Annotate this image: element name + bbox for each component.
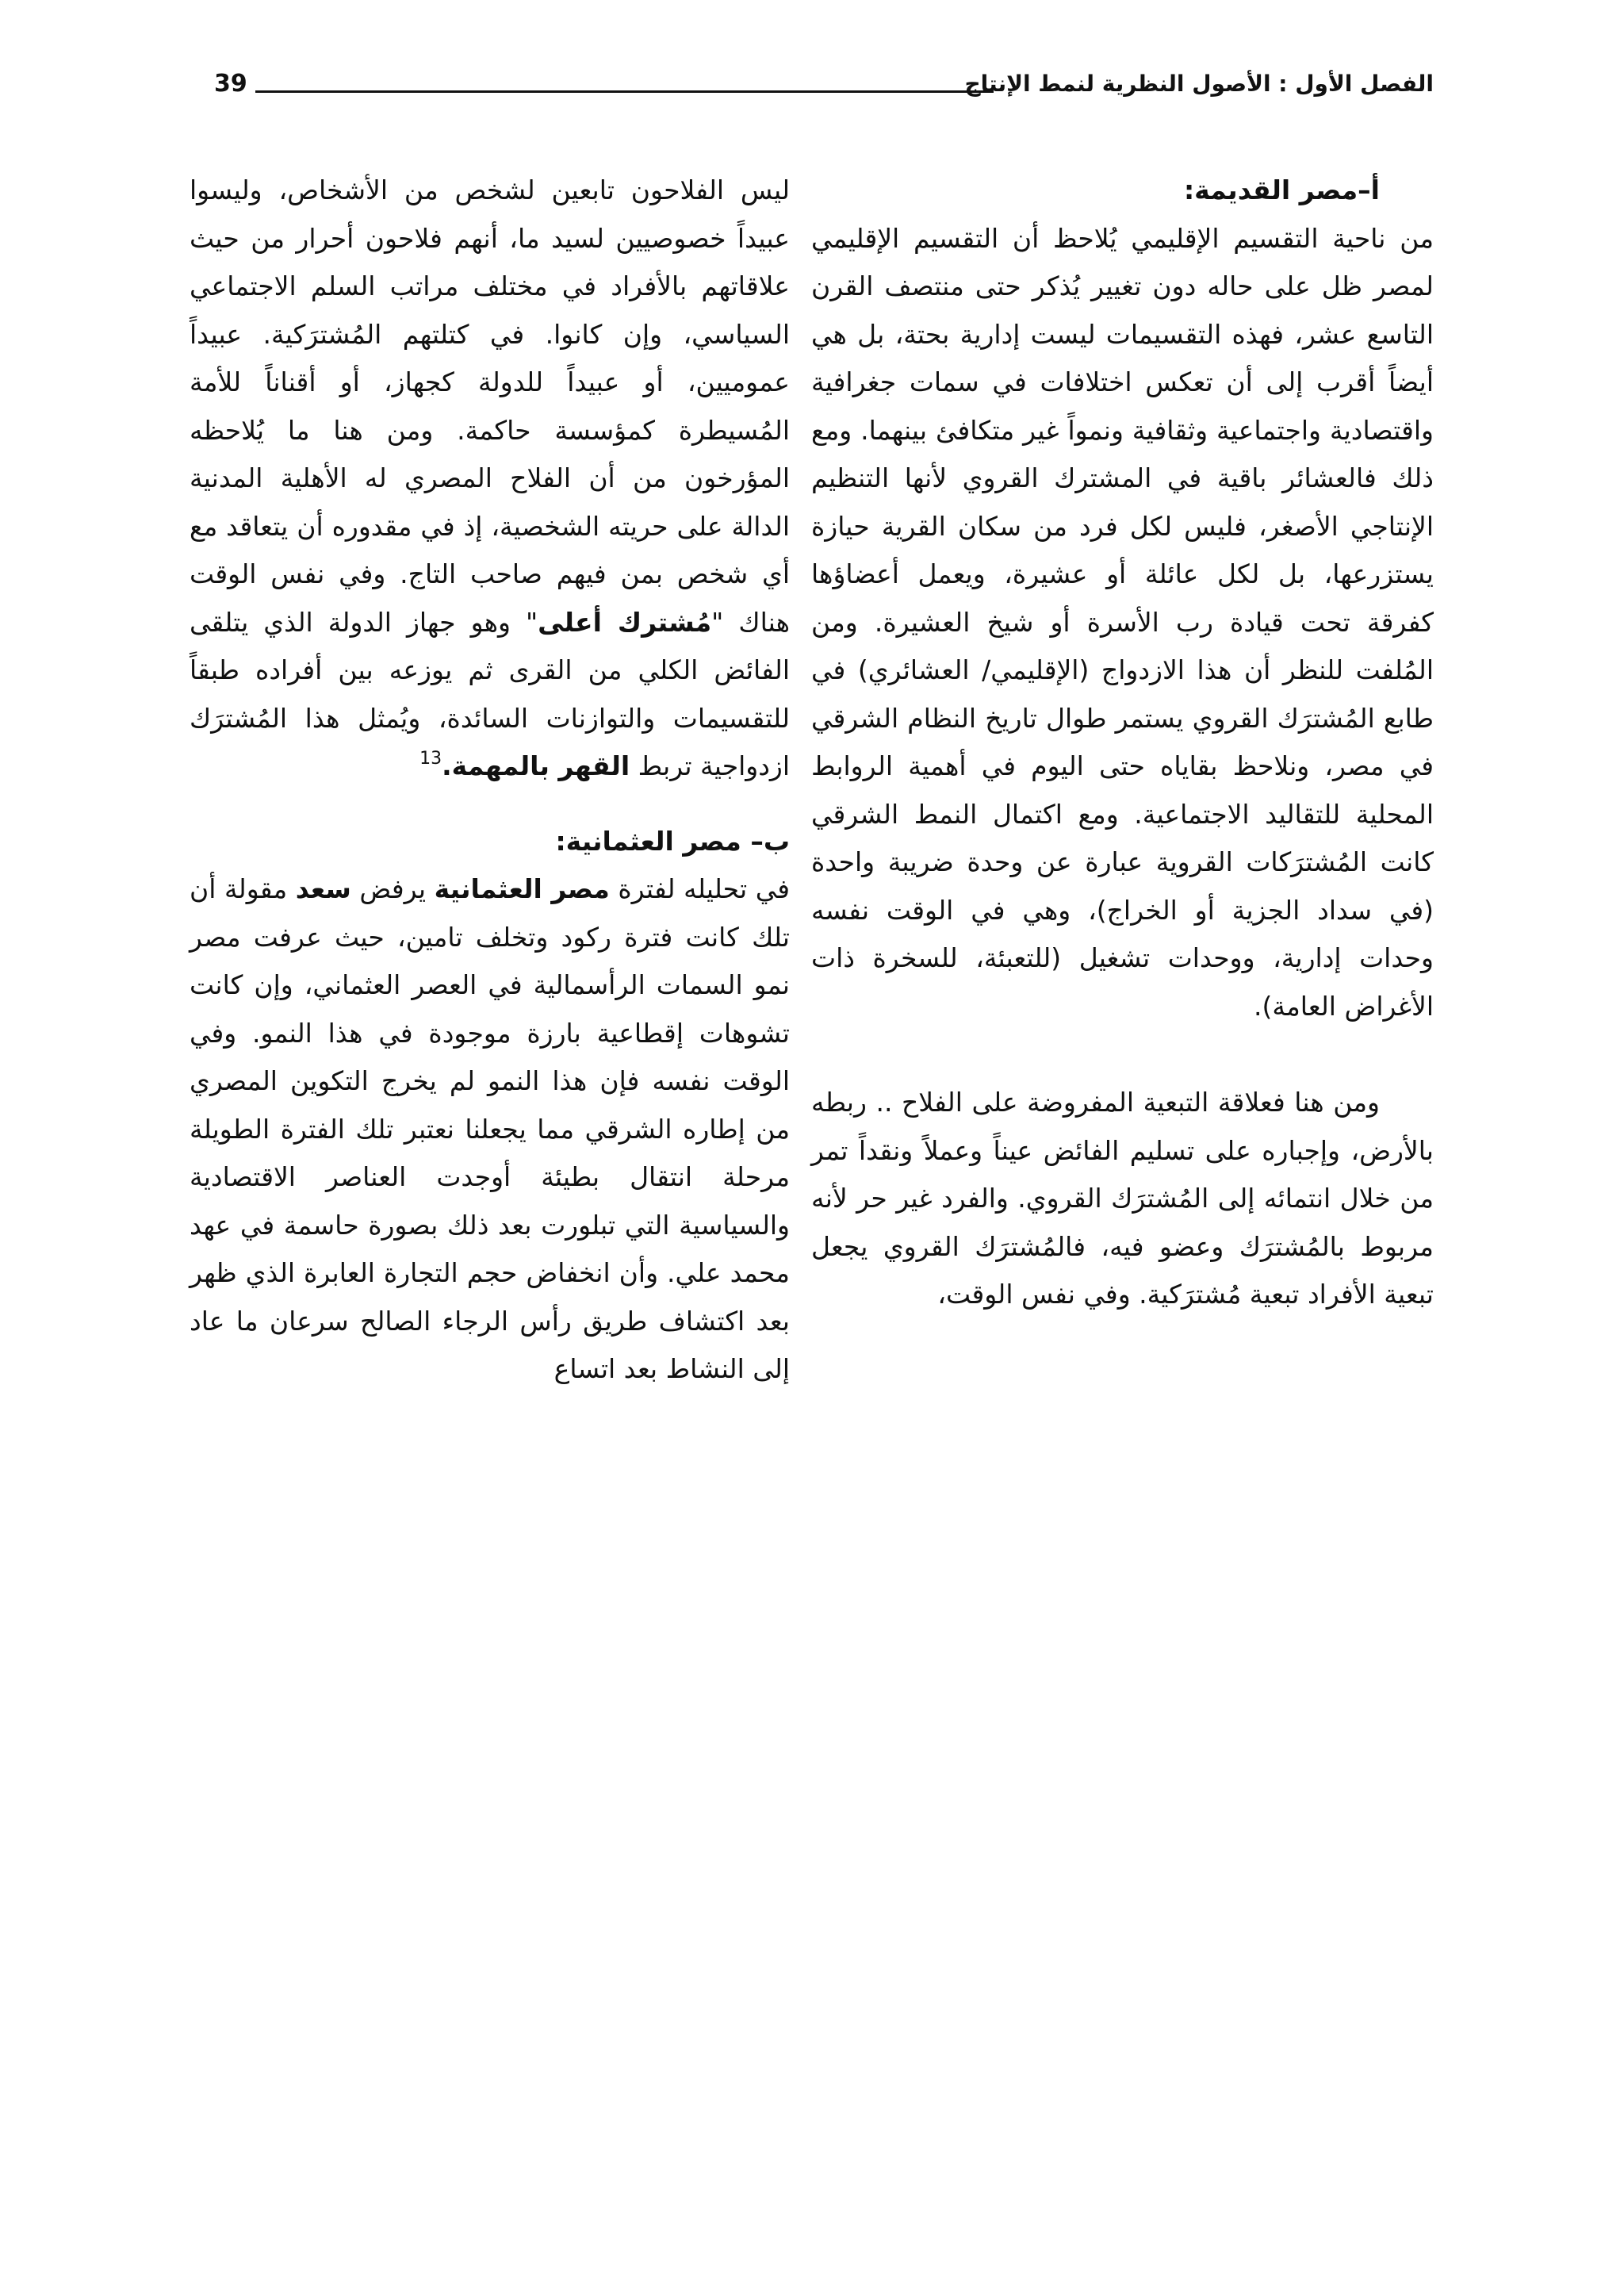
bold-term: سعد bbox=[295, 873, 351, 904]
paragraph bbox=[190, 865, 790, 1394]
bold-term: مصر العثمانية bbox=[434, 873, 610, 904]
text-run: يرفض bbox=[350, 873, 435, 904]
text-run: مقولة أن تلك كانت فترة ركود وتخلف تامين، حيث عرفت مصر نمو السمات الرأسمالية في العصر العثماني، وإن كانت تشوهات إقطاعية بارزة موجودة في هذا النمو. وفي الوقت نفسه فإن هذا النمو لم يخرج التكوين المصري من إطاره الشرقي مما يجعلنا نعتبر تلك الفترة الطويلة مرحلة انتقال بطيئة أوجدت العناصر الاقتصادية والسياسية التي تبلورت بعد ذلك بصورة حاسمة في عهد محمد علي. وأن انخفاض حجم التجارة العابرة الذي ظهر بعد اكتشاف طريق رأس الرجاء الصالح سرعان ما عاد إلى النشاط بعد اتساع bbox=[190, 873, 790, 1384]
right-column bbox=[811, 167, 1434, 1319]
text-run: في تحليله لفترة bbox=[609, 873, 790, 904]
header-rule bbox=[255, 90, 994, 93]
text-run: " وهو جهاز الدولة الذي يتلقى الفائض الكلي من القرى ثم يوزعه بين أفراده طبقاً للتقسيمات والتوازنات السائدة، ويُمثل هذا المُشترَك ازدواجية تربط bbox=[190, 606, 790, 781]
page-header bbox=[214, 65, 1434, 103]
bold-term: مُشترك أعلى bbox=[538, 606, 712, 638]
paragraph bbox=[190, 167, 790, 791]
footnote-reference: 13 bbox=[419, 749, 442, 769]
paragraph-gap bbox=[811, 1030, 1434, 1079]
section-heading-ancient-egypt: أ–مصر القديمة: bbox=[1183, 175, 1380, 205]
paragraph: ومن هنا فعلاقة التبعية المفروضة على الفلاح .. ربطه بالأرض، وإجباره على تسليم الفائض عيناً وعملاً ونقداً تمر من خلال انتمائه إلى المُشترَك القروي. والفرد غير حر لأنه مربوط بالمُشترَك وعضو فيه، فالمُشترَك القروي يجعل تبعية الأفراد تبعية مُشترَكية. وفي نفس الوقت، bbox=[811, 1087, 1434, 1310]
text-run: ليس الفلاحون تابعين لشخص من الأشخاص، وليسوا عبيداً خصوصيين لسيد ما، أنهم فلاحون أحرار من حيث علاقاتهم بالأفراد في مختلف مراتب السلم الاجتماعي السياسي، وإن كانوا. في كتلتهم المُشترَكية. عبيداً عموميين، أو عبيداً للدولة كجهاز، أو أقناناً للأمة المُسيطرة كمؤسسة حاكمة. ومن هنا ما يُلاحظه المؤرخون من أن الفلاح المصري له الأهلية المدنية الدالة على حريته الشخصية، إذ في مقدوره أن يتعاقد مع أي شخص بمن فيهم صاحب التاج. وفي نفس الوقت هناك " bbox=[190, 175, 790, 638]
bold-term: القهر بالمهمة. bbox=[442, 750, 630, 781]
section-heading-ottoman-egypt: ب– مصر العثمانية: bbox=[555, 825, 790, 857]
left-column bbox=[190, 167, 790, 1394]
page-number: 39 bbox=[214, 70, 247, 98]
paragraph-gap bbox=[190, 791, 790, 818]
paragraph: من ناحية التقسيم الإقليمي يُلاحظ أن التقسيم الإقليمي لمصر ظل على حاله دون تغيير يُذكر حتى منتصف القرن التاسع عشر، فهذه التقسيمات ليست إدارية بحتة، بل هي أيضاً أقرب إلى أن تعكس اختلافات في سمات جغرافية واقتصادية واجتماعية وثقافية ونمواً غير متكافئ بينهما. ومع ذلك فالعشائر باقية في المشترك القروي لأنها التنظيم الإنتاجي الأصغر، فليس لكل فرد من سكان القرية حيازة يستزرعها، بل لكل عائلة أو عشيرة، ويعمل أعضاؤها كفرقة تحت قيادة رب الأسرة أو شيخ العشيرة. ومن المُلفت للنظر أن هذا الازدواج (الإقليمي/ العشائري) في طابع المُشترَك القروي يستمر طوال تاريخ النظام الشرقي في مصر، ونلاحظ بقاياه حتى اليوم في أهمية الروابط المحلية للتقاليد الاجتماعية. ومع اكتمال النمط الشرقي كانت المُشترَكات القروية عبارة عن وحدة ضريبة واحدة (في سداد الجزية أو الخراج)، وهي في الوقت نفسه وحدات إدارية، ووحدات تشغيل (للتعبئة، للسخرة ذات الأغراض العامة). bbox=[811, 222, 1434, 1022]
chapter-title: الفصل الأول : الأصول النظرية لنمط الإنتاج bbox=[964, 71, 1434, 97]
